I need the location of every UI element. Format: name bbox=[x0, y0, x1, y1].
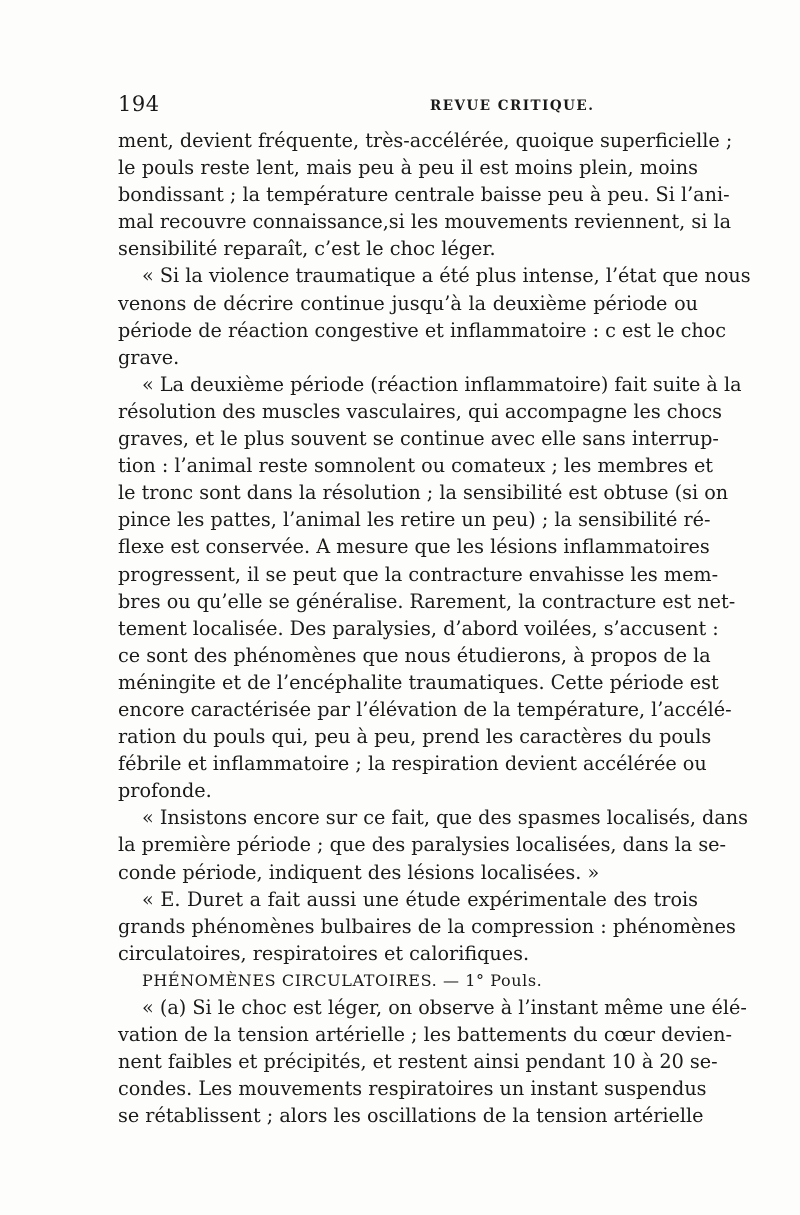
text-line: nent faibles et précipités, et restent ainsi pendant 10 à 20 se- bbox=[118, 1050, 718, 1074]
text-line: le tronc sont dans la résolution ; la sensibilité est obtuse (si on bbox=[118, 481, 729, 505]
text-line: condes. Les mouvements respiratoires un instant suspendus bbox=[118, 1077, 707, 1101]
text-line: grave. bbox=[118, 345, 180, 369]
running-head: REVUE CRITIQUE. bbox=[430, 98, 595, 114]
text-line: « E. Duret a fait aussi une étude expérimentale des trois bbox=[142, 887, 698, 911]
text-line: vation de la tension artérielle ; les battements du cœur devien- bbox=[118, 1023, 732, 1047]
section-subheading: PHÉNOMÈNES CIRCULATOIRES. — 1° Pouls. bbox=[142, 970, 543, 990]
page-number: 194 bbox=[118, 92, 160, 116]
text-line: fébrile et inflammatoire ; la respiration devient accélérée ou bbox=[118, 752, 707, 776]
text-line: circulatoires, respiratoires et calorifiques. bbox=[118, 941, 530, 965]
text-line: ration du pouls qui, peu à peu, prend les caractères du pouls bbox=[118, 725, 712, 749]
text-line: sensibilité reparaît, c’est le choc léger. bbox=[118, 237, 496, 261]
text-line: pince les pattes, l’animal les retire un peu) ; la sensibilité ré- bbox=[118, 508, 711, 532]
text-line: se rétablissent ; alors les oscillations de la tension artérielle bbox=[118, 1104, 704, 1128]
text-line: « La deuxième période (réaction inflammatoire) fait suite à la bbox=[142, 372, 742, 396]
text-line: la première période ; que des paralysies localisées, dans la se- bbox=[118, 833, 727, 857]
text-line: le pouls reste lent, mais peu à peu il est moins plein, moins bbox=[118, 156, 698, 180]
text-line: tement localisée. Des paralysies, d’abord voilées, s’accusent : bbox=[118, 616, 719, 640]
text-line: « Insistons encore sur ce fait, que des spasmes localisés, dans bbox=[142, 806, 748, 830]
text-line: conde période, indiquent des lésions localisées. » bbox=[118, 860, 600, 884]
text-line: « (a) Si le choc est léger, on observe à l’instant même une élé- bbox=[142, 996, 747, 1019]
body-text bbox=[118, 127, 751, 1129]
text-line: graves, et le plus souvent se continue avec elle sans interrup- bbox=[118, 427, 719, 451]
text-line: encore caractérisée par l’élévation de la température, l’accélé- bbox=[118, 697, 732, 721]
text-line: ce sont des phénomènes que nous étudierons, à propos de la bbox=[118, 643, 711, 667]
text-line: mal recouvre connaissance,si les mouvements reviennent, si la bbox=[118, 210, 732, 234]
text-line: période de réaction congestive et inflammatoire : c est le choc bbox=[118, 318, 726, 342]
text-line: tion : l’animal reste somnolent ou comateux ; les membres et bbox=[118, 454, 714, 478]
text-line: ment, devient fréquente, très-accélérée, quoique superficielle ; bbox=[118, 129, 733, 152]
text-line: méningite et de l’encéphalite traumatiques. Cette période est bbox=[118, 670, 719, 694]
text-line: flexe est conservée. A mesure que les lésions inflammatoires bbox=[118, 535, 710, 559]
text-line: profonde. bbox=[118, 779, 212, 803]
text-line: grands phénomènes bulbaires de la compression : phénomènes bbox=[118, 914, 736, 938]
text-line: bondissant ; la température centrale baisse peu à peu. Si l’ani- bbox=[118, 183, 730, 207]
page-header bbox=[118, 92, 698, 122]
text-line: venons de décrire continue jusqu’à la deuxième période ou bbox=[118, 291, 698, 315]
text-line: « Si la violence traumatique a été plus intense, l’état que nous bbox=[142, 264, 751, 288]
text-line: bres ou qu’elle se généralise. Rarement, la contracture est net- bbox=[118, 589, 736, 613]
text-line: résolution des muscles vasculaires, qui accompagne les chocs bbox=[118, 399, 723, 423]
text-line: progressent, il se peut que la contracture envahisse les mem- bbox=[118, 562, 719, 586]
